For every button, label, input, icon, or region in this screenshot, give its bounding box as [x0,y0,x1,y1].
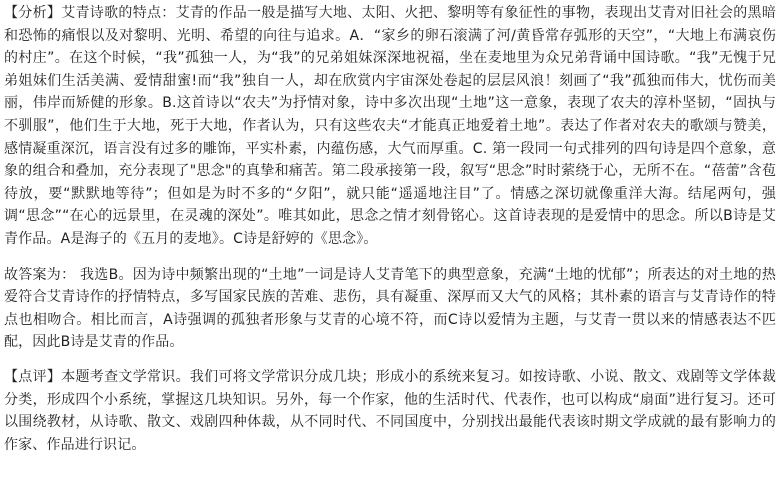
paragraph-spacer [4,251,776,264]
comment-paragraph: 【点评】本题考查文学常识。我们可将文学常识分成几块；形成小的系统来复习。如按诗歌、小说、散文、戏剧等文学体裁分类，形成四个小系统，掌握这几块知识。另外，每一个作家，他的生活时代、代表作，也可以构成“扇面”进行复习。还可以围绕教材，从诗歌、散文、戏剧四种体裁，从不同时代、不同国度中，分别找出最能代表该时期文学成就的最有影响力的作家、作品进行识记。 [4,368,776,453]
answer-paragraph: 故答案为： 我选B。因为诗中频繁出现的“土地”一词是诗人艾青笔下的典型意象，充满“土地的忧郁”；所表达的对土地的热爱符合艾青诗作的抒情特点，多写国家民族的苦难、悲伤，具有凝重、深厚而又大气的风格；其朴素的语言与艾青诗作的特点也相吻合。相比而言，A诗强调的孤独者形象与艾青的心境不符，而C诗以爱情为主题，与艾青一贯以来的情感表达不匹配，因此B诗是艾青的作品。 [4,266,776,351]
analysis-paragraph: 【分析】艾青诗歌的特点：艾青的作品一般是描写大地、太阳、火把、黎明等有象征性的事物，表现出艾青对旧社会的黑暗和恐怖的痛恨以及对黎明、光明、希望的向往与追求。A．“家乡的卵石滚满了河/黄昏常存弧形的天空”，“大地上布满哀伤的村庄”。在这个时候，“我”孤独一人，为“我”的兄弟姐妹深深地祝福，坐在麦地里为众兄弟背诵中国诗歌。“我”无愧于兄弟姐妹们生活美满、爱情甜蜜!而“我”独自一人，却在欣赏内宇宙深处卷起的层层风浪！刻画了“我”孤独而伟大，忧伤而美丽，伟岸而矫健的形象。B.这首诗以“农夫”为抒情对象，诗中多次出现“土地”这一意象，表现了农夫的淳朴坚韧，“固执与不驯服”，他们生于大地，死于大地，作者认为，只有这些农夫“才能真正地爱着土地”。表达了作者对农夫的歌颂与赞美，感情凝重深沉，语言没有过多的雕饰，平实朴素，内蕴伤感，大气而厚重。C. 第一段同一句式排列的四句诗是四个意象，意象的组合和叠加，充分表现了"思念"的真挚和痛苦。第二段承接第一段，叙写“思念”时时萦绕于心，无所不在。“蓓蕾”含苞待放，要“默默地等待”；但如是为时不多的“夕阳”，就只能“遥遥地注目”了。情感之深切就像重洋大海。结尾两句，强调“思念”“在心的远景里，在灵魂的深处”。唯其如此，思念之情才刻骨铭心。这首诗表现的是爱情中的思念。所以B诗是艾青作品。A是海子的《五月的麦地》。C诗是舒婷的《思念》。 [4,5,776,247]
document-body [4,2,776,456]
paragraph-spacer [4,354,776,366]
